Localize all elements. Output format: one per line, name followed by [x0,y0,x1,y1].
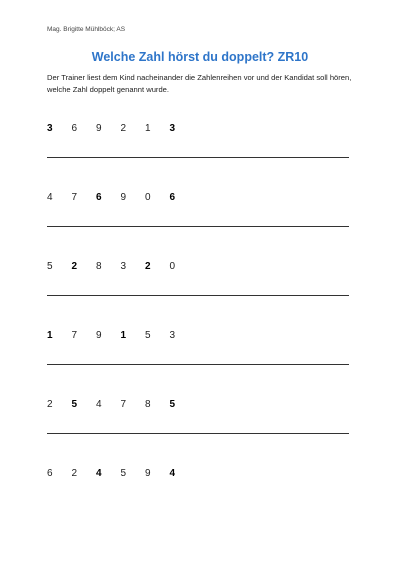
number-cell: 6 [47,468,53,479]
number-cell: 8 [145,399,151,410]
number-cell: 1 [120,330,127,341]
number-row-1 [47,122,247,136]
number-row-3 [47,260,247,274]
answer-line-2 [47,226,349,227]
number-cell: 0 [169,261,176,272]
number-cell: 5 [47,261,53,272]
number-cell: 6 [71,123,78,134]
number-cell: 5 [120,468,127,479]
number-cell: 1 [47,330,53,341]
number-row-2 [47,191,247,205]
number-cell: 2 [145,261,151,272]
number-cell: 3 [47,123,53,134]
number-cell: 2 [71,261,78,272]
number-cell: 2 [47,399,53,410]
number-cell: 1 [145,123,151,134]
number-cell: 3 [120,261,127,272]
page-title: Welche Zahl hörst du doppelt? ZR10 [91,50,309,64]
number-cell: 7 [120,399,127,410]
number-cell: 3 [169,123,176,134]
number-cell: 6 [96,192,102,203]
answer-line-4 [47,364,349,365]
number-cell: 6 [169,192,176,203]
answer-line-5 [47,433,349,434]
number-cell: 7 [71,192,78,203]
number-cell: 4 [96,468,102,479]
number-cell: 9 [120,192,127,203]
number-cell: 9 [96,123,102,134]
number-cell: 9 [96,330,102,341]
number-row-4 [47,329,247,343]
number-cell: 7 [71,330,78,341]
answer-line-3 [47,295,349,296]
answer-line-1 [47,157,349,158]
number-row-5 [47,398,247,412]
instructions-text: Der Trainer liest dem Kind nacheinander die Zahlenreihen vor und der Kandidat soll hören, welche Zahl doppelt genannt wurde. [47,73,352,94]
number-row-6 [47,467,247,481]
number-cell: 8 [96,261,102,272]
number-cell: 2 [120,123,127,134]
number-cell: 5 [145,330,151,341]
number-cell: 4 [96,399,102,410]
number-cell: 4 [47,192,53,203]
number-cell: 9 [145,468,151,479]
number-cell: 0 [145,192,151,203]
number-cell: 3 [169,330,176,341]
author-header: Mag. Brigitte Mühlböck; AS [47,26,126,33]
number-cell: 5 [169,399,176,410]
number-cell: 4 [169,468,176,479]
number-cell: 2 [71,468,78,479]
number-cell: 5 [71,399,78,410]
